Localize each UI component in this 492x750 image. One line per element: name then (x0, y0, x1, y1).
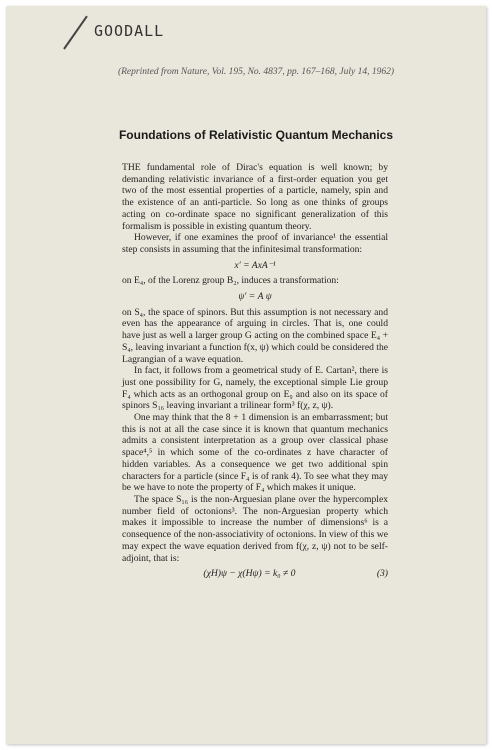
equation-2: ψ′ = A ψ (238, 291, 272, 303)
equation-3-number: (3) (376, 568, 388, 580)
handwritten-name: GOODALL (94, 22, 165, 40)
article-title: Foundations of Relativistic Quantum Mechanics (118, 128, 394, 142)
pen-mark (63, 16, 88, 50)
equation-3 (122, 568, 388, 580)
equation-1: x′ = AxA⁻¹ (234, 259, 276, 271)
paper-sheet (6, 6, 486, 744)
article-body (122, 162, 388, 584)
equation-3-body: (χH)ψ − χ(Hψ) = k₀ ≠ 0 (203, 568, 296, 580)
paragraph-1: THE fundamental role of Dirac's equation is well known; by demanding relativistic invariance of a first-order equation you get two of the most essential properties of a particle, namely, spin and the existence of an anti-particle. So long as one thinks of groups acting on co-ordinate space no significant generalization of this formalism is possible in existing quantum theory. (122, 162, 388, 232)
paragraph-6: One may think that the 8 + 1 dimension is an embarrassment; but this is not at all the case since it is known that quantum mechanics admits a consistent interpretation as a group over classical phase space⁴,⁵ in which some of the co-ordinates z have character of hidden variables. As a consequence we get two additional spin characters for a particle (since F₄ is of rank 4). To see what they may be we have to note the property of F₄ which makes it unique. (122, 412, 388, 494)
paragraph-3: on E₄, of the Lorenz group B₂, induces a transformation: (122, 275, 339, 287)
paragraph-7: The space S₁₆ is the non-Arguesian plane over the hypercomplex number field of octonions³. The non-Arguesian property which makes it impossible to increase the number of dimensions⁶ is a consequence of the non-associativity of octonions. In view of this we may expect the wave equation derived from f(χ, z, ψ) not to be self-adjoint, that is: (122, 493, 388, 564)
reprint-note: (Reprinted from Nature, Vol. 195, No. 4837, pp. 167–168, July 14, 1962) (117, 67, 395, 77)
paragraph-5: In fact, it follows from a geometrical study of E. Cartan², there is just one possibility for G, namely, the exceptional simple Lie group F₄ which acts as an orthogonal group on E₉ and also on its space of spinors S₁₆ leaving invariant a trilinear form³ f(χ, z, ψ). (122, 365, 388, 412)
paragraph-4: on S₄, the space of spinors. But this assumption is not necessary and even has the appearance of arguing in circles. That is, one could have just as well a larger group G acting on the combined space E₄ + S₄, leaving invariant a function f(x, ψ) which could be considered the Lagrangian of a wave equation. (122, 306, 388, 365)
paragraph-2: However, if one examines the proof of invariance¹ the essential step consists in assuming that the infinitesimal transformation: (122, 232, 388, 255)
